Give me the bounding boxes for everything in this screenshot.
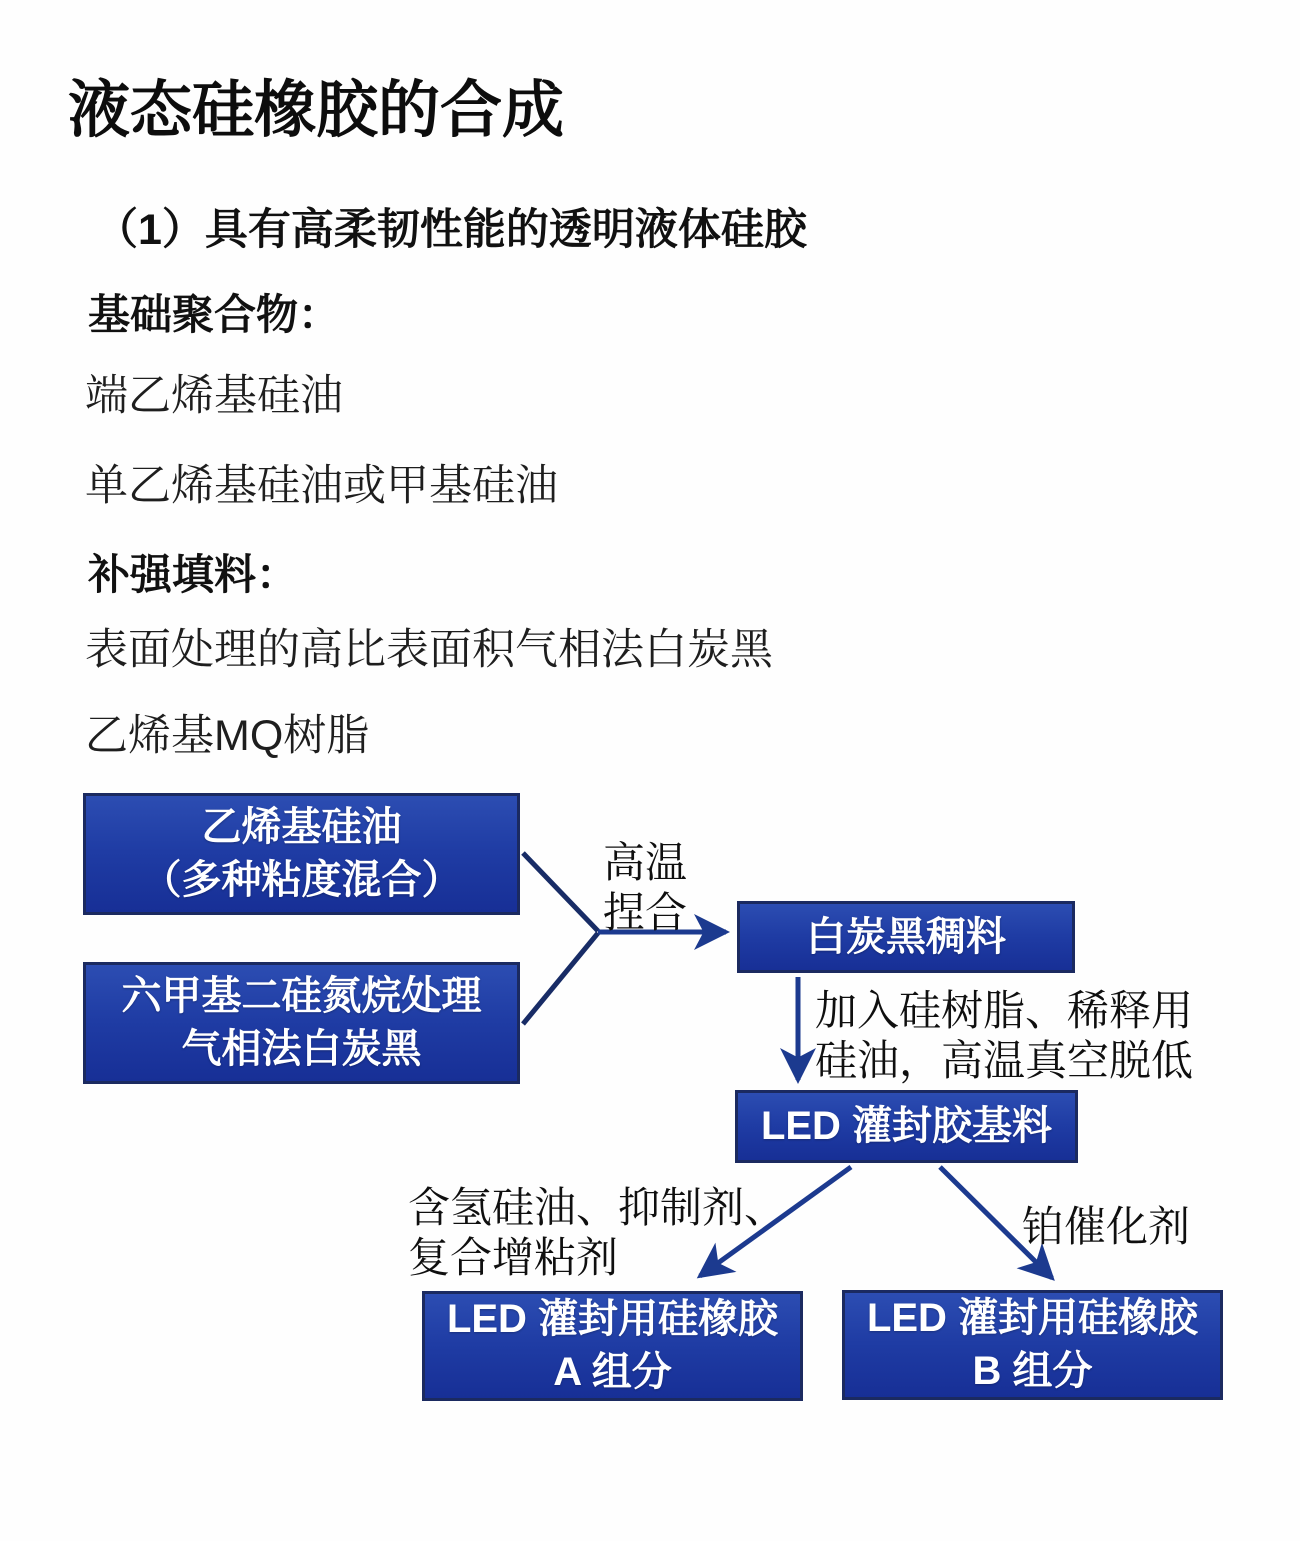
box-line: 白炭黑稠料 [806,914,1006,959]
box-line: B 组分 [972,1349,1093,1393]
base-polymer-item: 端乙烯基硅油 [85,372,343,420]
box-vinyl-silicone-oil [83,793,520,915]
box-hmds-fumed-silica [83,962,520,1084]
box-line: LED 灌封用硅橡胶 [866,1296,1199,1341]
label-line: 捏合 [603,888,688,936]
box-line: A 组分 [553,1350,672,1394]
label-line: 复合增粘剂 [408,1233,619,1281]
label-right-branch: 铂催化剂 [1022,1203,1191,1250]
label-line: 含氢硅油、抑制剂、 [408,1184,787,1231]
page-title: 液态硅橡胶的合成 [68,76,565,145]
box-line: （多种粘度混合） [141,858,462,902]
label-line: 硅油，高温真空脱低 [815,1036,1194,1084]
box-line: LED 灌封用硅橡胶 [446,1297,779,1342]
label-hot-kneading [603,838,687,937]
filler-heading: 补强填料： [88,551,299,598]
base-polymer-item: 单乙烯基硅油或甲基硅油 [85,462,558,510]
label-line: 加入硅树脂、稀释用 [815,987,1194,1034]
filler-item: 表面处理的高比表面积气相法白炭黑 [85,626,773,674]
box-component-a [422,1291,803,1401]
box-line: 乙烯基硅油 [201,805,402,850]
label-add-resin [815,986,1193,1085]
base-polymer-heading: 基础聚合物： [88,291,341,338]
box-line: 气相法白炭黑 [181,1027,422,1071]
box-line: 六甲基二硅氮烷处理 [121,974,482,1019]
filler-item: 乙烯基MQ树脂 [85,712,370,760]
box-line: LED 灌封胶基料 [760,1104,1053,1149]
label-line: 高温 [603,839,688,886]
box-component-b [842,1290,1223,1400]
section-subtitle: （1）具有高柔韧性能的透明液体硅胶 [95,206,807,254]
label-left-branch [408,1183,786,1282]
box-silica-paste [737,901,1075,973]
box-led-base [735,1090,1078,1163]
